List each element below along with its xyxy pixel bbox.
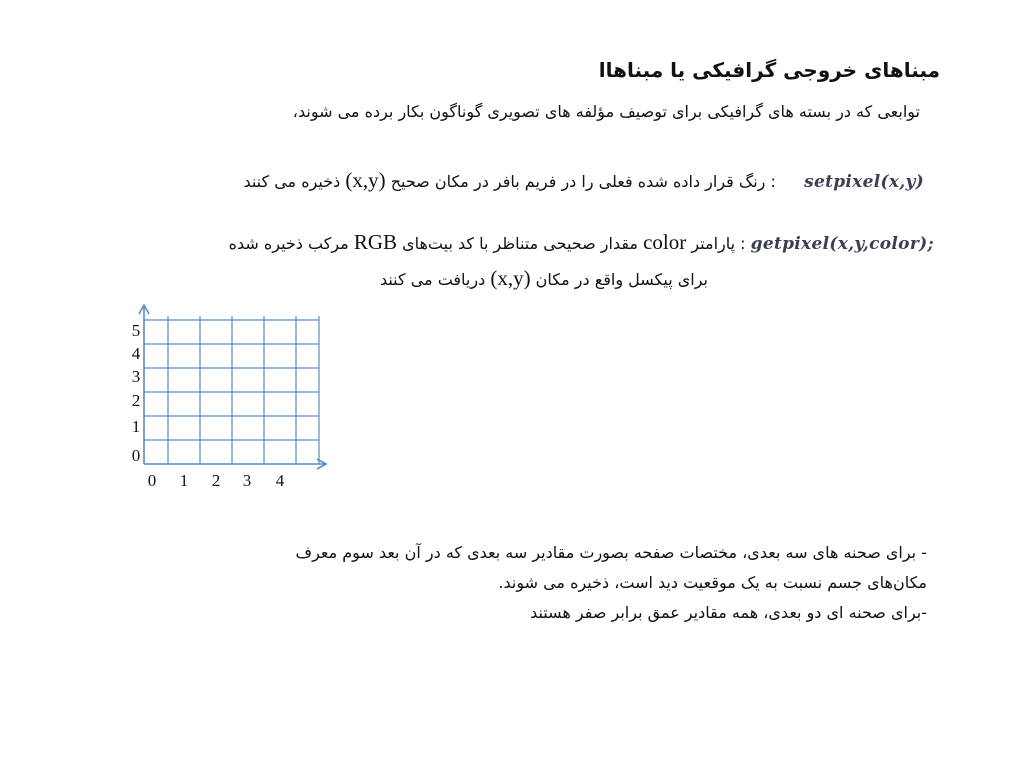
setpixel-coordinate: (x,y): [345, 168, 386, 192]
x-tick-label: 3: [242, 471, 252, 490]
getpixel-text-parameter: پارامتر: [691, 234, 736, 253]
x-tick-label: 2: [211, 471, 221, 490]
bullet-2d: -برای صحنه ای دو بعدی، همه مقادیر عمق برابر صفر هستند: [530, 603, 927, 622]
getpixel-line2-end: دریافت می کنند: [379, 270, 486, 289]
y-tick-label: 4: [131, 344, 141, 363]
y-tick-label: 2: [131, 391, 141, 410]
intro-text: توابعی که در بسته های گرافیکی برای توصیف مؤلفه های تصویری گوناگون بکار برده می شوند،: [292, 102, 920, 121]
setpixel-description: رنگ قرار داده شده فعلی را در فریم بافر در مکان صحیح: [390, 172, 766, 191]
y-tick-label: 1: [131, 417, 141, 436]
getpixel-line2-start: برای پیکسل واقع در مکان: [535, 270, 708, 289]
bullet-list: [87, 538, 927, 628]
y-tick-label: 0: [131, 446, 141, 465]
x-tick-label: 0: [147, 471, 157, 490]
bullet-3d-line2: مکان‌های جسم نسبت به یک موقعیت دید است، ذخیره می شوند.: [498, 573, 927, 592]
getpixel-text-stored: مرکب ذخیره شده: [228, 234, 349, 253]
pixel-grid-svg: [128, 300, 338, 500]
pixel-grid-diagram: [128, 300, 338, 500]
getpixel-coordinate: (x,y): [490, 266, 531, 290]
getpixel-separator: :: [740, 234, 746, 253]
getpixel-rgb: RGB: [353, 230, 397, 254]
x-tick-label: 4: [275, 471, 285, 490]
setpixel-definition: [243, 168, 924, 193]
setpixel-separator: :: [770, 172, 776, 191]
slide-title: مبناهای خروجی گرافیکی یا مبناهاا: [598, 58, 940, 82]
getpixel-definition: [229, 230, 934, 255]
setpixel-description-end: ذخیره می کنند: [243, 172, 341, 191]
bullet-3d-line1: - برای صحنه های سه بعدی، مختصات صفحه بصورت مقادیر سه بعدی که در آن بعد سوم معرف: [295, 543, 927, 562]
setpixel-function: setpixel(x,y): [804, 172, 924, 192]
getpixel-color-param: color: [643, 230, 687, 254]
y-tick-label: 3: [131, 367, 141, 386]
y-tick-label: 5: [131, 321, 141, 340]
getpixel-definition-line2: [380, 266, 708, 291]
getpixel-text-value: مقدار صحیحی متناظر با کد بیت‌های: [402, 234, 638, 253]
getpixel-function: getpixel(x,y,color);: [750, 234, 934, 254]
x-tick-label: 1: [179, 471, 189, 490]
